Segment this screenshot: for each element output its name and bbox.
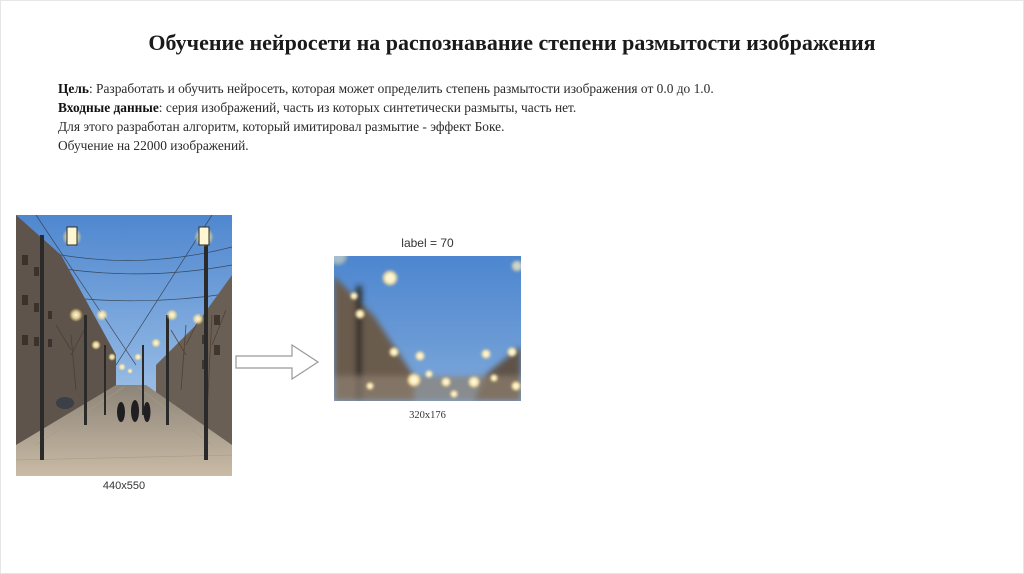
algorithm-line: Для этого разработан алгоритм, который имитировал размытие - эффект Боке. [58, 119, 505, 134]
original-size-caption: 440x550 [102, 480, 146, 492]
resized-size-caption: 320x176 [409, 410, 446, 421]
street-scene-blurred [334, 256, 521, 401]
original-street-photo [16, 215, 232, 476]
input-line [58, 98, 714, 117]
goal-line [58, 79, 714, 98]
street-scene-sharp [16, 215, 232, 476]
goal-text: : Разработать и обучить нейросеть, которая может определить степень размытости изображения от 0.0 до 1.0. [88, 81, 714, 96]
input-text: : серия изображений, часть из которых синтетически размыты, часть нет. [158, 100, 577, 115]
slide-title: Обучение нейросети на распознавание степени размытости изображения [148, 30, 876, 55]
label-caption: label = 70 [401, 236, 454, 250]
training-line: Обучение на 22000 изображений. [58, 138, 249, 153]
goal-label: Цель [58, 81, 89, 96]
input-label: Входные данные [58, 100, 159, 115]
right-arrow-icon [234, 342, 320, 387]
slide-body [58, 79, 714, 155]
blurred-crop-photo [334, 256, 521, 401]
